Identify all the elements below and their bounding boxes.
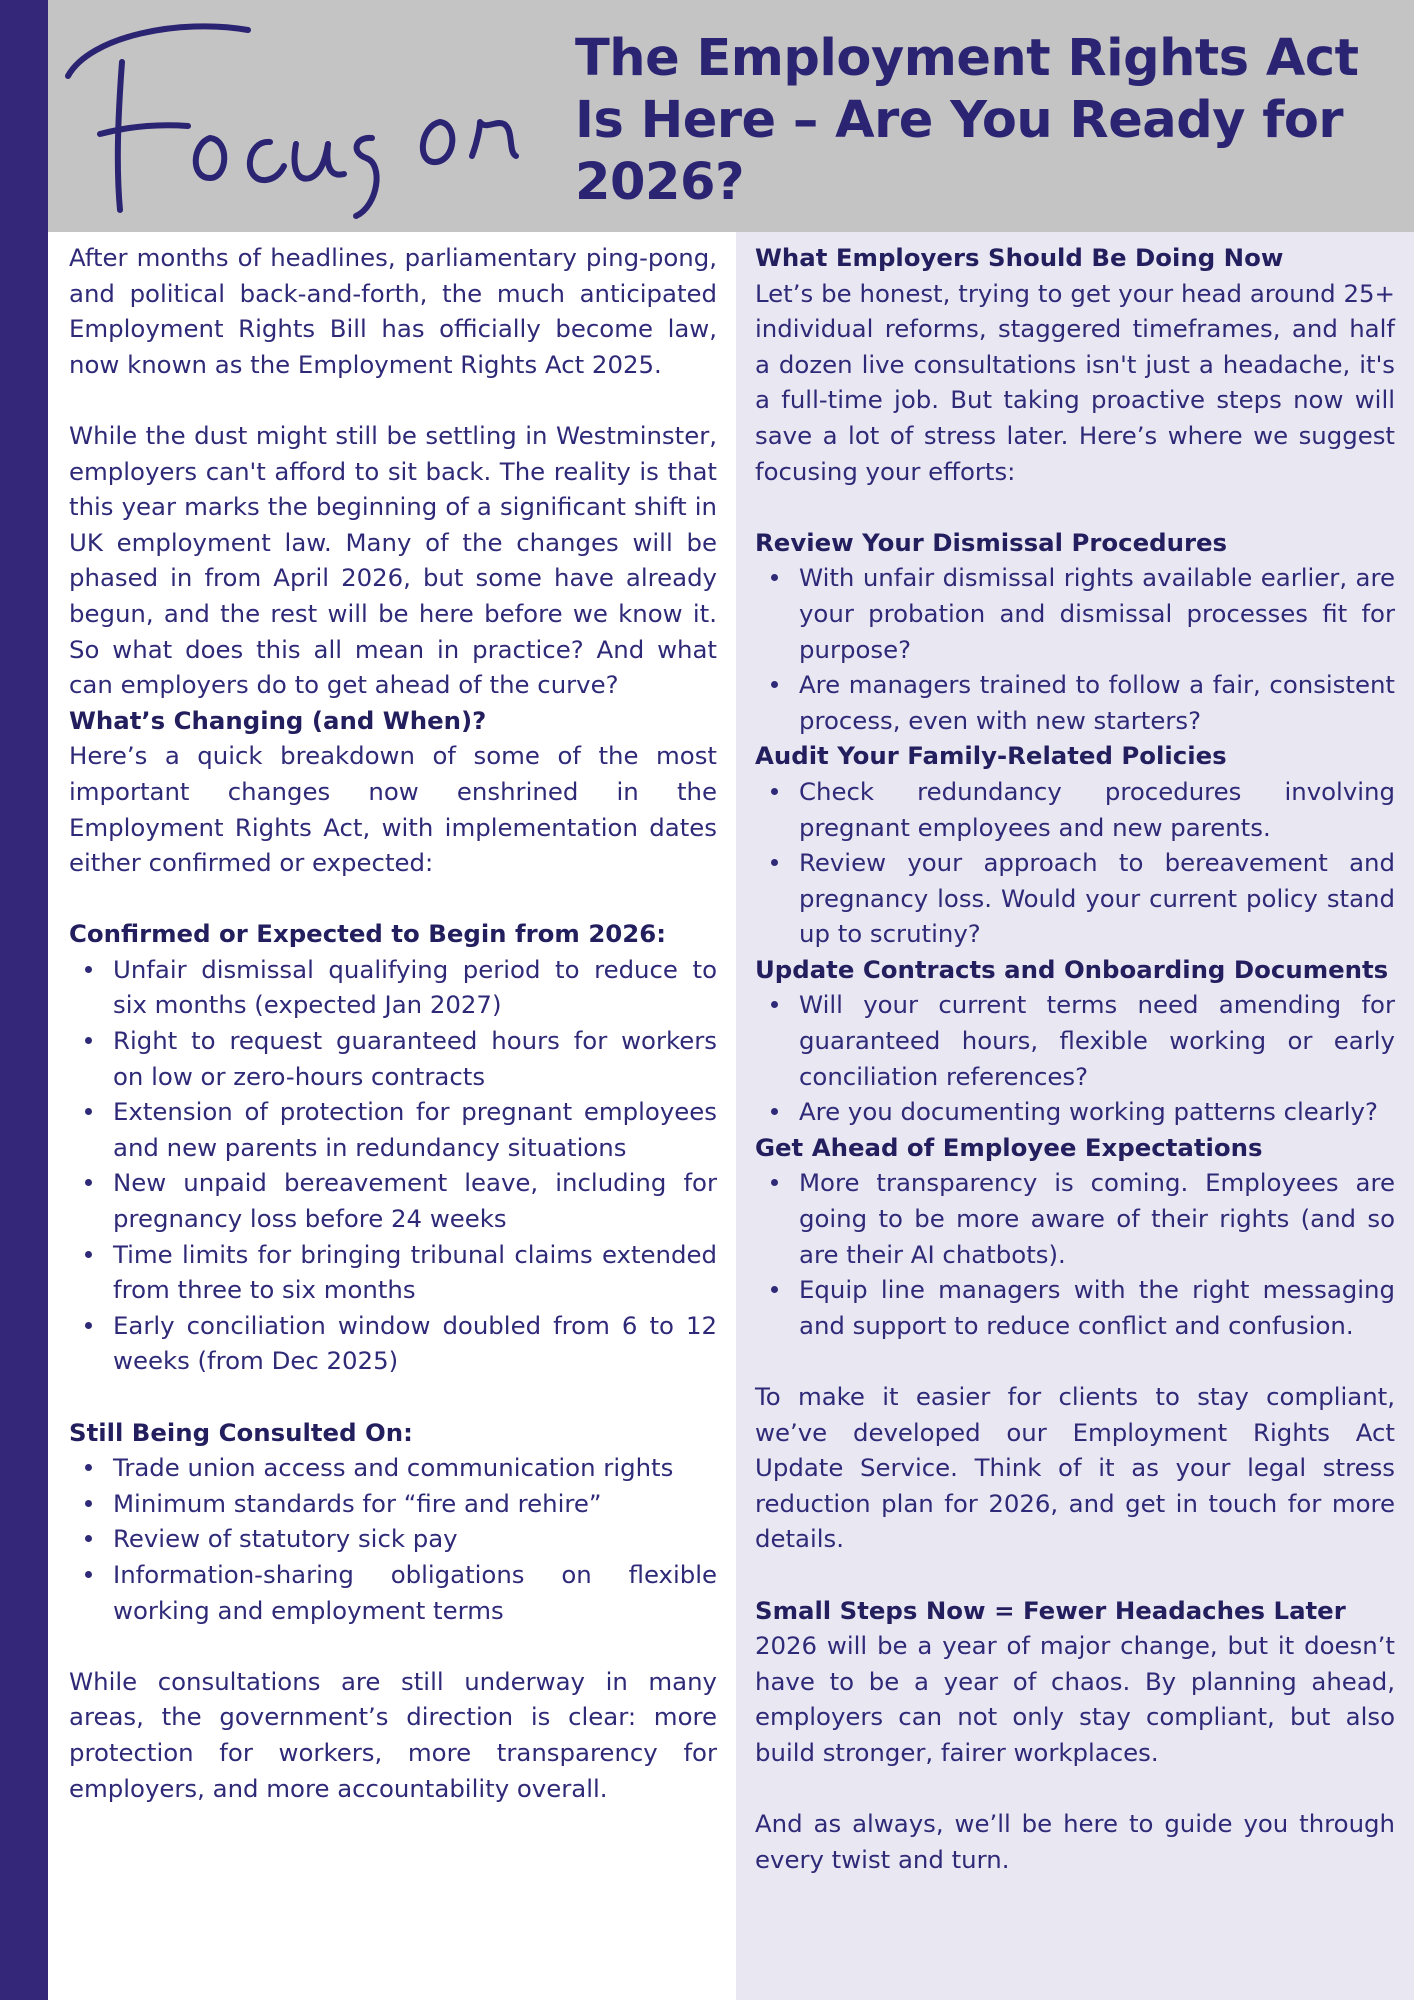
whats-changing-heading: What’s Changing (and When)? [69, 705, 487, 735]
dismissal-heading: Review Your Dismissal Procedures [755, 527, 1228, 557]
family-list [755, 774, 1395, 952]
list-item: Information-sharing obligations on flexible working and employment terms [69, 1557, 717, 1628]
confirmed-heading: Confirmed or Expected to Begin from 2026: [69, 919, 666, 949]
list-item: Right to request guaranteed hours for workers on low or zero-hours contracts [69, 1023, 717, 1094]
dismissal-list [755, 560, 1395, 738]
contracts-list [755, 987, 1395, 1129]
final-paragraph: And as always, we’ll be here to guide you through every twist and turn. [755, 1809, 1395, 1874]
list-item: Review your approach to bereavement and pregnancy loss. Would your current policy stand up to scrutiny? [755, 845, 1395, 952]
consulted-heading: Still Being Consulted On: [69, 1417, 413, 1447]
list-item: Unfair dismissal qualifying period to reduce to six months (expected Jan 2027) [69, 952, 717, 1023]
expectations-list [755, 1165, 1395, 1343]
service-paragraph: To make it easier for clients to stay compliant, we’ve developed our Employment Rights Act Update Service. Think of it as your legal stress reduction plan for 2026, and get in touch for more details. [755, 1382, 1395, 1554]
closing-paragraph: While consultations are still underway in many areas, the government’s direction is clear: more protection for workers, more transparency for employers, and more accountability overall. [69, 1666, 717, 1803]
confirmed-list [69, 952, 717, 1379]
small-steps-text: 2026 will be a year of major change, but it doesn’t have to be a year of chaos. By planning ahead, employers can not only stay compliant, but also build stronger, fairer workplaces. [755, 1631, 1395, 1767]
left-accent-bar [0, 0, 48, 2000]
article-title: The Employment Rights Act Is Here – Are You Ready for 2026? [575, 29, 1359, 212]
right-column [755, 240, 1395, 1877]
employers-now-heading: What Employers Should Be Doing Now [755, 243, 1284, 272]
family-heading: Audit Your Family-Related Policies [755, 741, 1227, 771]
list-item: Check redundancy procedures involving pregnant employees and new parents. [755, 774, 1395, 845]
list-item: Equip line managers with the right messaging and support to reduce conflict and confusion. [755, 1272, 1395, 1343]
employers-now-text: Let’s be honest, trying to get your head around 25+ individual reforms, staggered timeframes, and half a dozen live consultations isn't just a headache, it's a full-time job. But taking proactive steps now will save a lot of stress later. Here’s where we suggest focusing your efforts: [755, 278, 1395, 486]
intro-paragraph-1: After months of headlines, parliamentary ping-pong, and political back-and-forth, the much anticipated Employment Rights Bill has officially become law, now known as the Employment Rights Act 2025. [69, 243, 717, 379]
list-item: More transparency is coming. Employees are going to be more aware of their rights (and so are their AI chatbots). [755, 1165, 1395, 1272]
list-item: Are you documenting working patterns clearly? [755, 1094, 1395, 1130]
list-item: Extension of protection for pregnant employees and new parents in redundancy situations [69, 1094, 717, 1165]
list-item: Minimum standards for “fire and rehire” [69, 1486, 717, 1522]
contracts-heading: Update Contracts and Onboarding Documents [755, 954, 1389, 984]
small-steps-heading: Small Steps Now = Fewer Headaches Later [755, 1595, 1346, 1625]
whats-changing-text: Here’s a quick breakdown of some of the most important changes now enshrined in the Employment Rights Act, with implementation dates either confirmed or expected: [69, 741, 717, 878]
list-item: Early conciliation window doubled from 6 to 12 weeks (from Dec 2025) [69, 1308, 717, 1379]
expectations-heading: Get Ahead of Employee Expectations [755, 1132, 1263, 1162]
consulted-list [69, 1450, 717, 1628]
list-item: With unfair dismissal rights available earlier, are your probation and dismissal processes fit for purpose? [755, 560, 1395, 667]
list-item: Will your current terms need amending for guaranteed hours, flexible working or early conciliation references? [755, 987, 1395, 1094]
left-column [69, 240, 717, 1806]
list-item: New unpaid bereavement leave, including for pregnancy loss before 24 weeks [69, 1165, 717, 1236]
list-item: Trade union access and communication rights [69, 1450, 717, 1486]
intro-paragraph-2: While the dust might still be settling in Westminster, employers can't afford to sit back. The reality is that this year marks the beginning of a significant shift in UK employment law. Many of the changes will be phased in from April 2026, but some have already begun, and the rest will be here before we know it. So what does this all mean in practice? And what can employers do to get ahead of the curve? [69, 420, 717, 700]
list-item: Time limits for bringing tribunal claims extended from three to six months [69, 1237, 717, 1308]
list-item: Review of statutory sick pay [69, 1521, 717, 1557]
list-item: Are managers trained to follow a fair, consistent process, even with new starters? [755, 667, 1395, 738]
focus-on-script-logo [60, 6, 520, 226]
